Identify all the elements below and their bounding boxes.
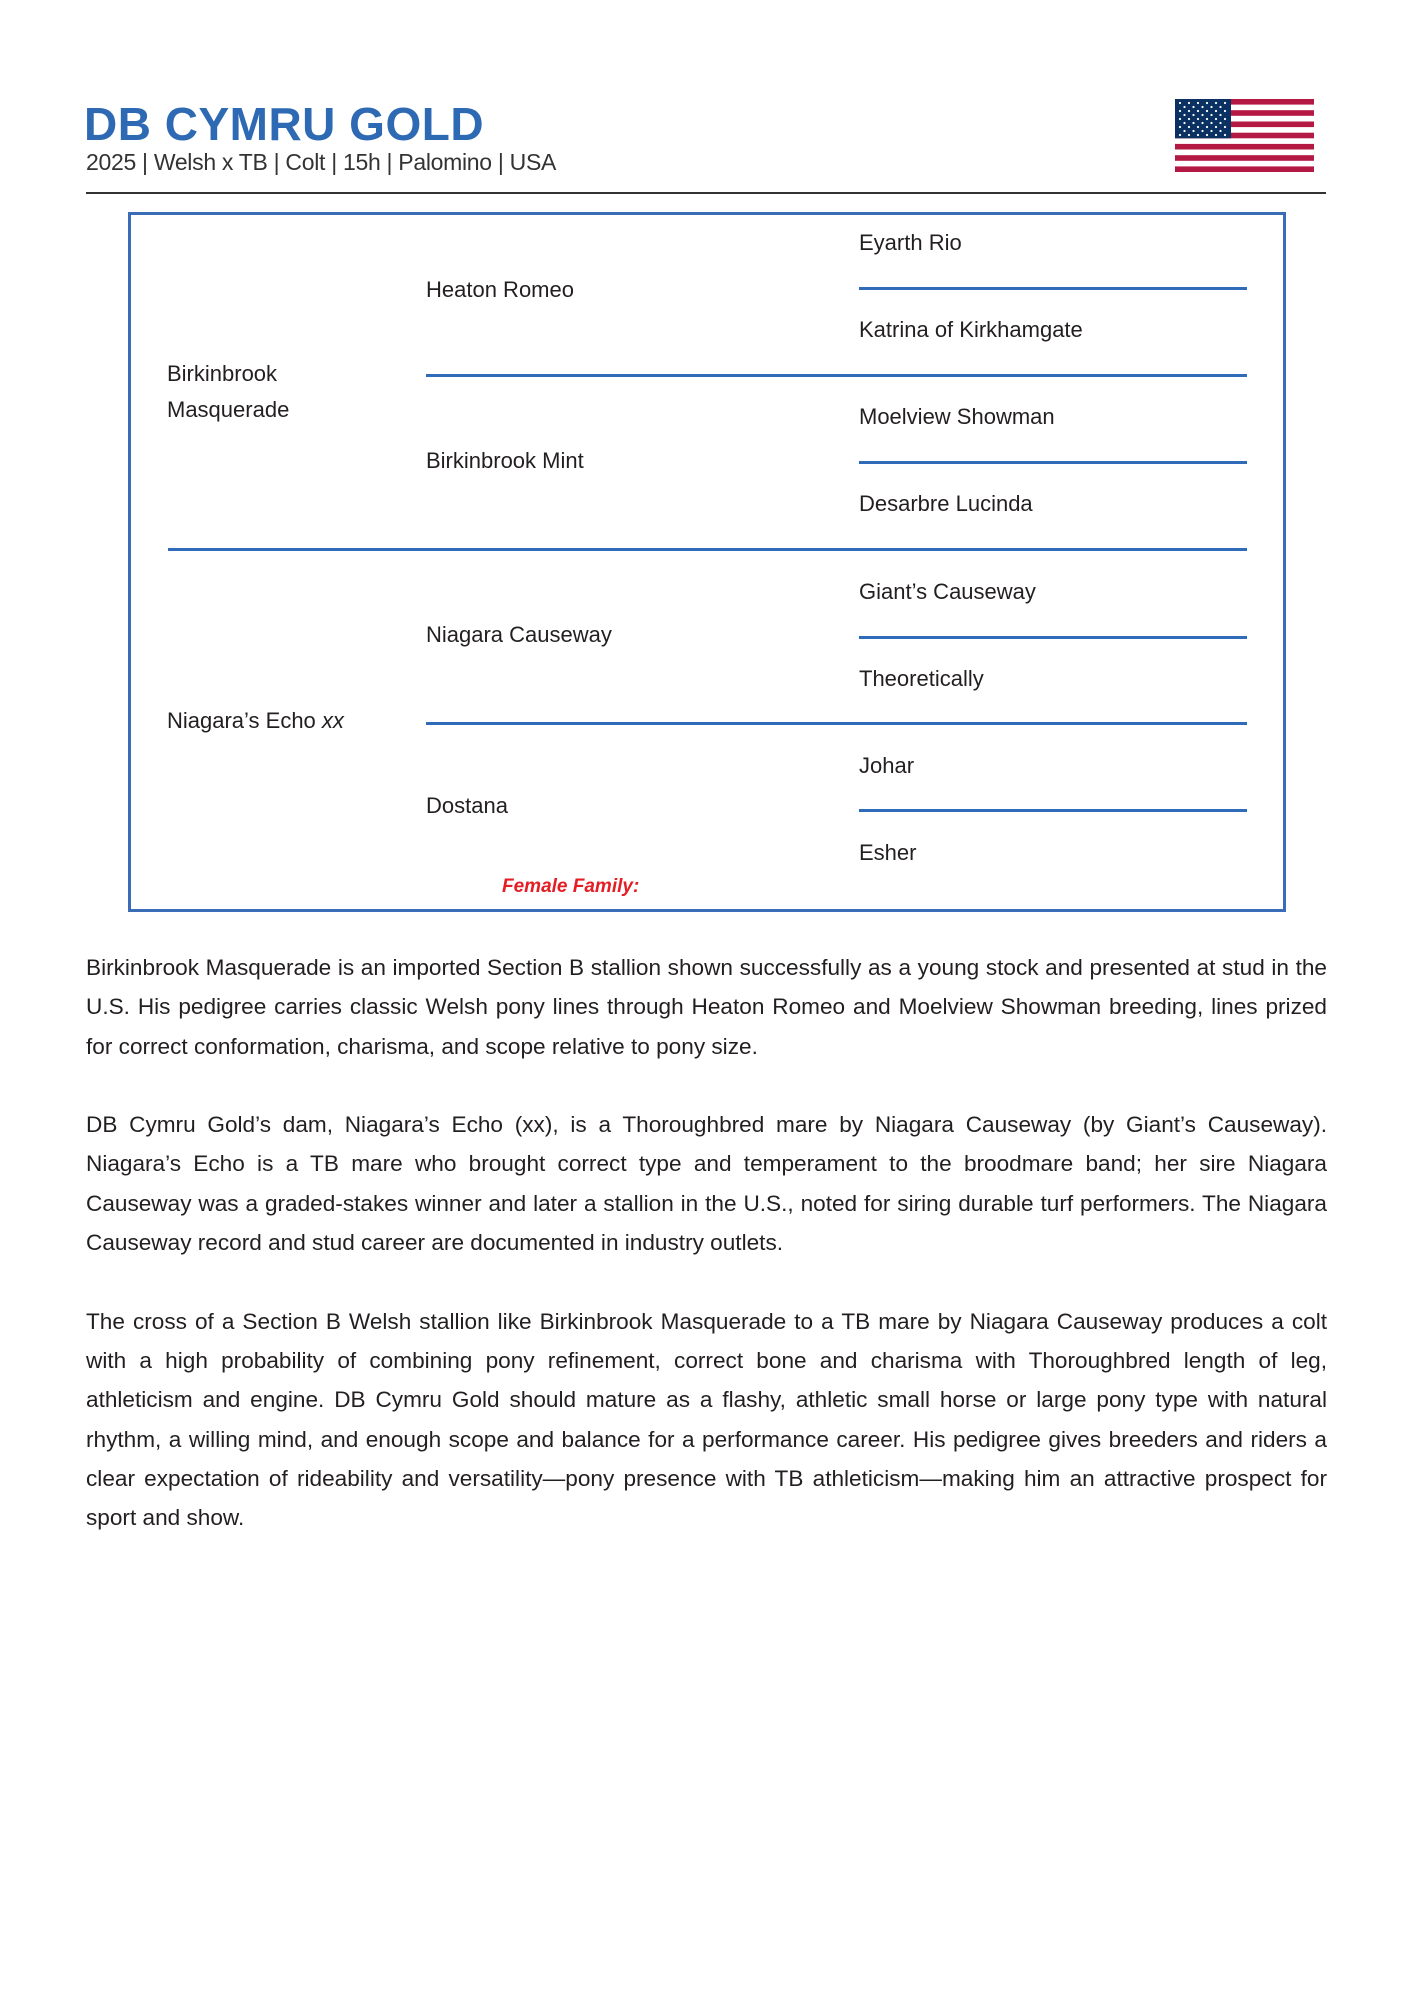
pedigree-divider-gen3 [859,636,1247,639]
pedigree-divider-gen3 [859,287,1247,290]
pedigree-gen3-name: Giant’s Causeway [859,579,1036,604]
pedigree-divider-gen2 [426,374,1247,377]
pedigree-sire-line2: Masquerade [167,397,290,422]
pedigree-gen3-name: Desarbre Lucinda [859,491,1033,516]
horse-details: 2025 | Welsh x TB | Colt | 15h | Palomino | USA [86,149,557,175]
pedigree-gen3-name: Katrina of Kirkhamgate [859,317,1083,342]
description-paragraph: DB Cymru Gold’s dam, Niagara’s Echo (xx), is a Thoroughbred mare by Niagara Causeway (by Giant’s Causeway). Niagara’s Echo is a TB mare who brought correct type and temperament to the broodmare band; her sire Niagara Causeway was a graded-stakes winner and later a stallion in the U.S., noted for siring durable turf performers. The Niagara Causeway record and stud career are documented in industry outlets. [86,1112,1327,1256]
pedigree-divider-gen3 [859,461,1247,464]
female-family-label: Female Family: [502,876,640,897]
pedigree-gen3-name: Johar [859,753,915,778]
description-paragraph: Birkinbrook Masquerade is an imported Section B stallion shown successfully as a young stock and presented at stud in the U.S. His pedigree carries classic Welsh pony lines through Heaton Romeo and Moelview Showman breeding, lines prized for correct conformation, charisma, and scope relative to pony size. [86,955,1327,1059]
description-paragraph: The cross of a Section B Welsh stallion like Birkinbrook Masquerade to a TB mare by Niagara Causeway produces a colt with a high probability of combining pony refinement, correct bone and charisma with Thoroughbred length of leg, athleticism and engine. DB Cymru Gold should mature as a flashy, athletic small horse or large pony type with natural rhythm, a willing mind, and enough scope and balance for a performance career. His pedigree gives breeders and riders a clear expectation of rideability and versatility—pony presence with TB athleticism—making him an attractive prospect for sport and show. [86,1308,1327,1531]
pedigree-gen3-name: Theoretically [859,666,984,691]
pedigree-gen3-name: Moelview Showman [859,404,1055,429]
pedigree-gen3-name: Esher [859,840,917,865]
pedigree-gen3-name: Eyarth Rio [859,230,962,255]
pedigree-divider-gen3 [859,809,1247,812]
pedigree-dam-sire: Niagara Causeway [426,622,612,647]
description [86,948,1327,1577]
pedigree-dam-breed-suffix: xx [321,708,344,733]
pedigree-divider-gen1 [168,548,1247,551]
pedigree-divider-gen2 [426,722,1247,725]
pedigree-sire-cont [167,396,289,424]
page-title: DB CYMRU GOLD [84,98,485,150]
pedigree-sire-sire: Heaton Romeo [426,277,574,302]
header-divider [86,192,1326,194]
pedigree-sire [167,360,277,388]
pedigree-chart [128,212,1286,912]
usa-flag-icon [1175,99,1314,172]
pedigree-dam-dam: Dostana [426,793,508,818]
pedigree-dam-name: Niagara’s Echo [167,708,316,733]
pedigree-dam [167,707,344,735]
pedigree-sire-line1: Birkinbrook [167,361,278,386]
pedigree-sire-dam: Birkinbrook Mint [426,448,584,473]
